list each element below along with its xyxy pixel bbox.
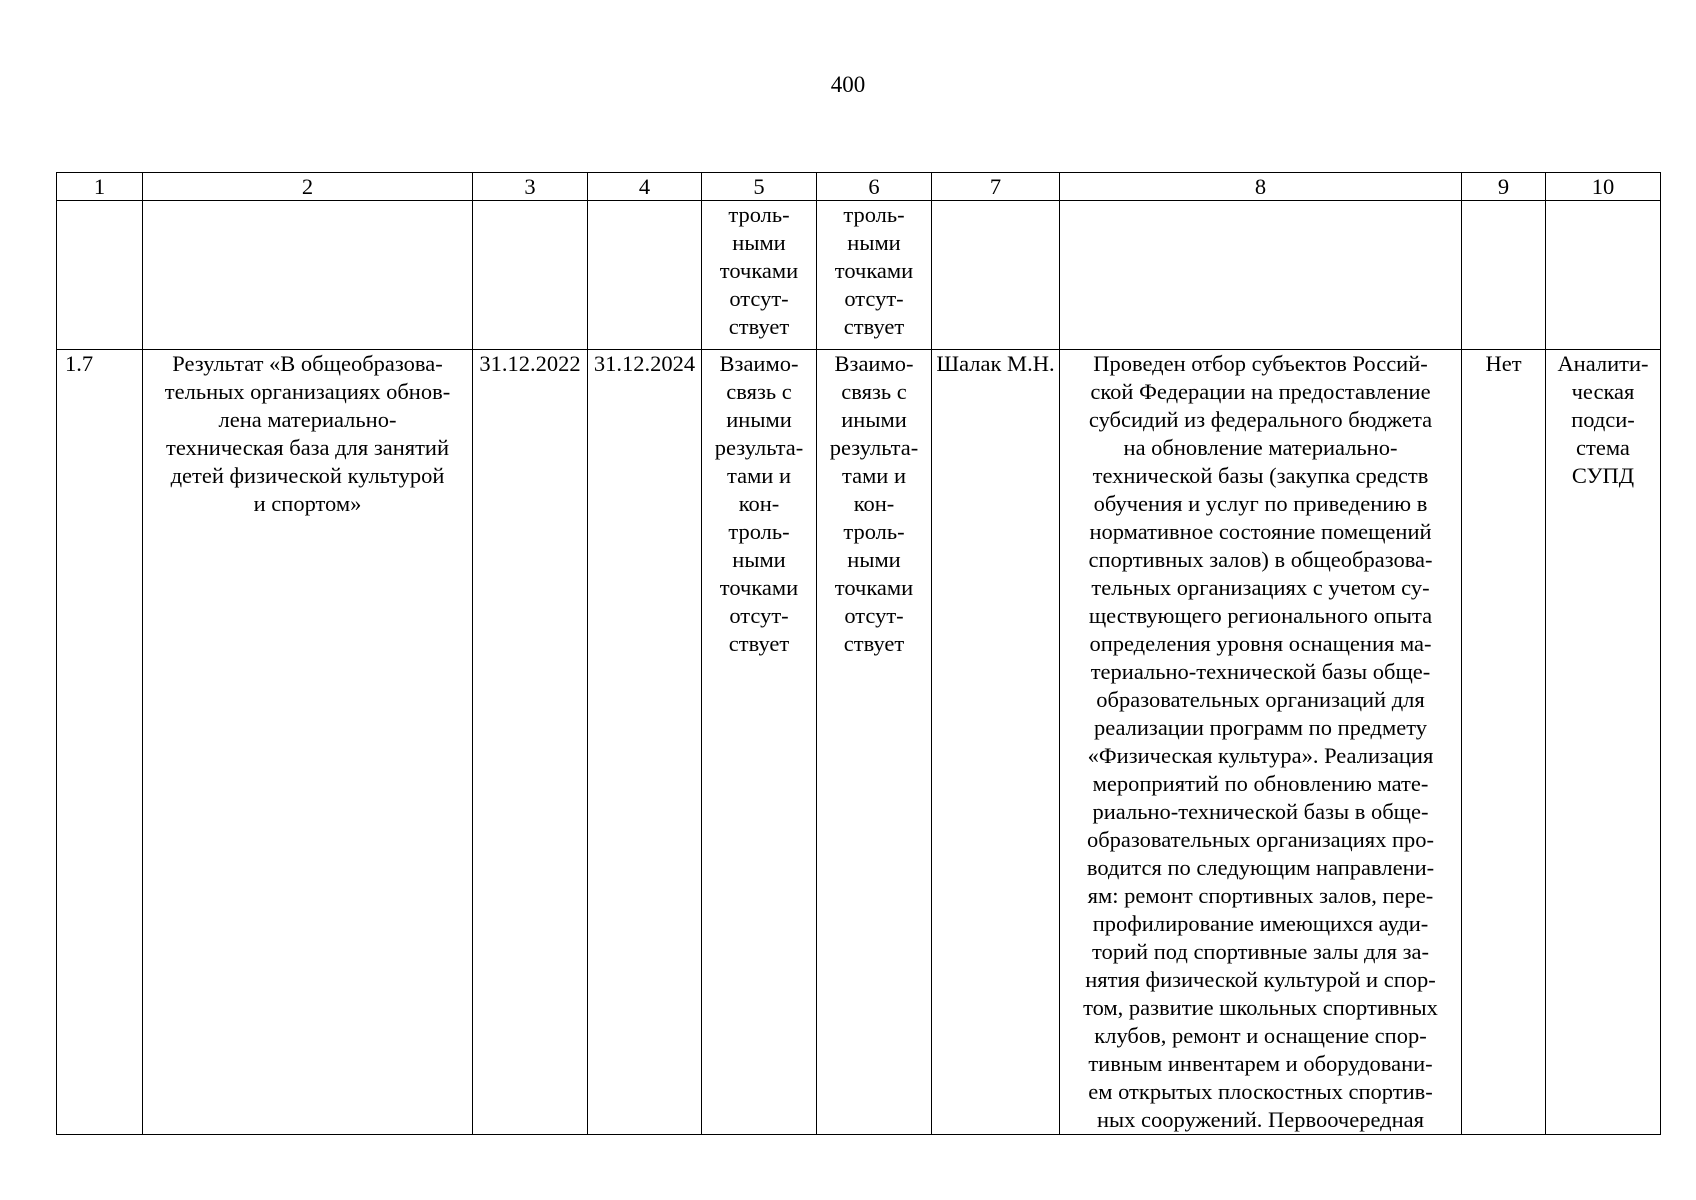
text-line: образовательных организаций для	[1096, 687, 1425, 712]
column-header: 8	[1060, 173, 1462, 201]
text-line: Взаимо-	[719, 351, 799, 376]
text-line: результа-	[829, 435, 919, 460]
text-line: ствует	[728, 314, 790, 339]
column-header: 5	[702, 173, 817, 201]
text-line: Результат «В общеобразова-	[172, 351, 443, 376]
text-line: профилирование имеющихся ауди-	[1092, 911, 1429, 936]
responsible-person: Шалак М.Н.	[932, 350, 1060, 1135]
text-line: иными	[726, 407, 792, 432]
result-title	[143, 350, 473, 1135]
text-line: Аналити-	[1557, 351, 1649, 376]
text-line: кон-	[738, 491, 780, 516]
text-line: результа-	[714, 435, 804, 460]
text-line: тельных организациях с учетом су-	[1091, 575, 1430, 600]
text-line: тивным инвентарем и оборудовани-	[1088, 1051, 1433, 1076]
deviation-flag: Нет	[1462, 350, 1546, 1135]
cell-relation	[702, 350, 817, 1135]
column-header: 2	[143, 173, 473, 201]
text-line: Проведен отбор субъектов Россий-	[1093, 351, 1428, 376]
cell-empty	[932, 201, 1060, 350]
description-cell	[1060, 350, 1462, 1135]
text-line: отсут-	[729, 603, 789, 628]
page-number: 400	[830, 72, 866, 97]
text-line: териально-технической базы обще-	[1090, 659, 1431, 684]
text-line: ных сооружений. Первоочередная	[1097, 1107, 1424, 1132]
row-number: 1.7	[57, 350, 143, 1135]
text-line: Взаимо-	[834, 351, 914, 376]
text-line: связь с	[841, 379, 907, 404]
text-line: ствует	[843, 631, 905, 656]
text-line: «Физическая культура». Реализация	[1087, 743, 1434, 768]
text-line: тами и	[726, 463, 792, 488]
text-line: кон-	[853, 491, 895, 516]
text-line: ными	[847, 547, 901, 572]
text-line: риально-технической базы в обще-	[1092, 799, 1429, 824]
text-line: ствует	[728, 631, 790, 656]
text-line: клубов, ремонт и оснащение спор-	[1094, 1023, 1427, 1048]
text-line: мероприятий по обновлению мате-	[1092, 771, 1429, 796]
text-line: нятия физической культурой и спор-	[1085, 967, 1436, 992]
text-line: троль-	[843, 519, 905, 544]
column-header: 3	[473, 173, 588, 201]
text-line: нормативное состояние помещений	[1089, 519, 1432, 544]
text-line: определения уровня оснащения ма-	[1089, 631, 1432, 656]
column-header: 9	[1462, 173, 1546, 201]
text-line: ем открытых плоскостных спортив-	[1088, 1079, 1433, 1104]
text-line: ными	[847, 230, 901, 255]
text-line: детей физической культурой	[170, 463, 445, 488]
text-line: торий под спортивные залы для за-	[1091, 939, 1430, 964]
text-line: подси-	[1571, 407, 1635, 432]
text-line: тельных организациях обнов-	[164, 379, 451, 404]
text-line: отсут-	[844, 603, 904, 628]
table-row	[57, 350, 1661, 1135]
text-line: точками	[719, 575, 799, 600]
text-line: ческая	[1571, 379, 1635, 404]
continuation-row	[57, 201, 1661, 350]
cell-empty	[1462, 201, 1546, 350]
cell-empty	[143, 201, 473, 350]
text-line: реализации программ по предмету	[1093, 715, 1428, 740]
cell-relation-continued	[817, 201, 932, 350]
start-date: 31.12.2022	[473, 350, 588, 1135]
text-line: водится по следующим направлени-	[1086, 855, 1435, 880]
text-line: ными	[732, 547, 786, 572]
text-line: образовательных организациях про-	[1086, 827, 1435, 852]
text-line: обучения и услуг по приведению в	[1093, 491, 1428, 516]
column-header: 1	[57, 173, 143, 201]
text-line: лена материально-	[218, 407, 397, 432]
text-line: отсут-	[729, 286, 789, 311]
table-header-row	[57, 173, 1661, 201]
text-line: тами и	[841, 463, 907, 488]
column-header: 4	[588, 173, 702, 201]
text-line: том, развитие школьных спортивных	[1083, 995, 1438, 1020]
cell-empty	[1060, 201, 1462, 350]
cell-empty	[588, 201, 702, 350]
cell-relation	[817, 350, 932, 1135]
text-line: ствует	[843, 314, 905, 339]
end-date: 31.12.2024	[588, 350, 702, 1135]
text-line: ям: ремонт спортивных залов, пере-	[1087, 883, 1434, 908]
text-line: троль-	[728, 519, 790, 544]
column-header: 10	[1546, 173, 1661, 201]
text-line: точками	[834, 258, 914, 283]
text-line: иными	[841, 407, 907, 432]
text-line: стема	[1576, 435, 1630, 460]
text-line: точками	[834, 575, 914, 600]
text-line: отсут-	[844, 286, 904, 311]
text-line: спортивных залов) в общеобразова-	[1088, 547, 1433, 572]
text-line: ской Федерации на предоставление	[1090, 379, 1431, 404]
column-header: 6	[817, 173, 932, 201]
column-header: 7	[932, 173, 1060, 201]
text-line: ными	[732, 230, 786, 255]
cell-empty	[57, 201, 143, 350]
cell-empty	[1546, 201, 1661, 350]
text-line: на обновление материально-	[1123, 435, 1398, 460]
text-line: троль-	[843, 202, 905, 227]
text-line: связь с	[726, 379, 792, 404]
cell-empty	[473, 201, 588, 350]
text-line: СУПД	[1571, 463, 1635, 488]
data-source	[1546, 350, 1661, 1135]
text-line: субсидий из федерального бюджета	[1088, 407, 1433, 432]
report-table	[56, 172, 1661, 1135]
cell-relation-continued	[702, 201, 817, 350]
text-line: ществующего регионального опыта	[1088, 603, 1433, 628]
text-line: техническая база для занятий	[165, 435, 450, 460]
text-line: троль-	[728, 202, 790, 227]
text-line: точками	[719, 258, 799, 283]
text-line: технической базы (закупка средств	[1092, 463, 1429, 488]
text-line: и спортом»	[253, 491, 362, 516]
